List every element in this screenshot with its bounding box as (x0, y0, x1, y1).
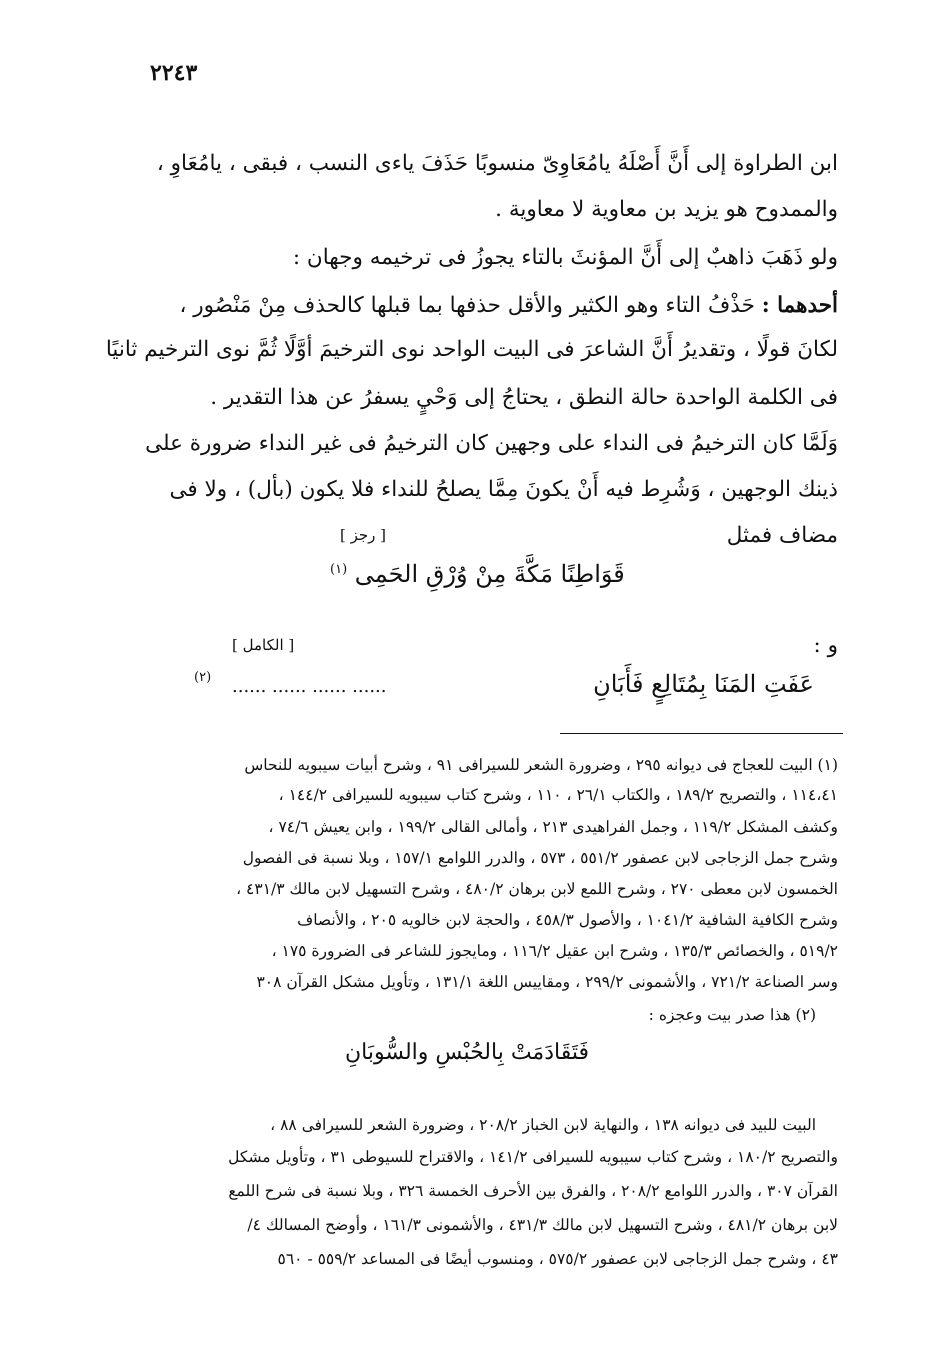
body-line-8: ذينك الوجهين ، وَشُرِط فيه أَنْ يكونَ مِمَّا يصلحُ للنداء فلا يكون (بأل) ، ولا فى (169, 477, 838, 502)
lead-word: أحدهما : (761, 293, 838, 318)
verse1-note: (١) (330, 562, 348, 577)
fn2-verse: فَتَقَادَمَتْ بِالحُبْسِ والسُّوبَانِ (345, 1040, 589, 1065)
verse2-prefix: و : (813, 633, 838, 658)
fn2-line-5: ٤٣ ، وشرح جمل الزجاجى لابن عصفور ٥٧٥/٢ ، ومنسوب أيضًا فى المساعد ٥٥٩/٢ - ٥٦٠ (277, 1250, 838, 1268)
body-line-2: والممدوح هو يزيد بن معاوية لا معاوية . (495, 197, 838, 222)
verse1-text (330, 560, 625, 588)
body-line-9: مضاف فمثل (726, 523, 838, 548)
fn2-line-4: لابن برهان ٤٨١/٢ ، وشرح التسهيل لابن مالك ٤٣١/٣ ، والأشمونى ١٦١/٣ ، وأوضح المسالك ٤/ (247, 1216, 838, 1234)
verse1-meter: [ رجز ] (340, 526, 387, 544)
body-line-7: وَلَمَّا كان الترخيمُ فى النداء على وجهين كان الترخيمُ فى غير النداء ضرورة على (145, 431, 838, 456)
footnote-separator (560, 733, 843, 734)
body-line-6: فى الكلمة الواحدة حالة النطق ، يحتاجُ إلى وَحْيٍ يسفرُ عن هذا التقدير . (210, 385, 838, 410)
verse1-line: قَوَاطِنًا مَكَّةَ مِنْ وُرْقِ الحَمِى (354, 560, 625, 588)
fn1-line-4: وشرح جمل الزجاجى لابن عصفور ٥٥١/٢ ، ٥٧٣ ، والدرر اللوامع ١٥٧/١ ، وبلا نسبة فى الفصول (242, 849, 838, 867)
body-line-1: ابن الطراوة إلى أَنَّ أَصْلَهُ يامُعَاوِىّ منسوبًا حَذَفَ ياءى النسب ، فبقى ، يامُعَاوِ ، (156, 151, 838, 176)
fn1-line-2: ١١٤،٤١ ، والتصريح ١٨٩/٢ ، والكتاب ٢٦/١ ، ١١٠ ، وشرح كتاب سيبويه للسيرافى ١٤٤/٢ ، (278, 786, 838, 804)
fn1-line-8: وسر الصناعة ٧٢١/٢ ، والأشمونى ٢٩٩/٢ ، ومقاييس اللغة ١٣١/١ ، وتأويل مشكل القرآن ٣٠٨ (256, 973, 838, 991)
fn1-line-7: ٥١٩/٢ ، والخصائص ١٣٥/٣ ، وشرح ابن عقيل ١١٦/٢ ، ومايجوز للشاعر فى الضرورة ١٧٥ ، (271, 942, 838, 960)
page-number: ٢٢٤٣ (150, 60, 198, 86)
fn2-intro: (٢) هذا صدر بيت وعجزه : (648, 1006, 816, 1024)
fn2-line-1: البيت للبيد فى ديوانه ١٣٨ ، والنهاية لابن الخباز ٢٠٨/٢ ، وضرورة الشعر للسيرافى ٨٨ ، (270, 1116, 816, 1134)
body-line-5: لكانَ قولًا ، وتقديرُ أَنَّ الشاعرَ فى البيت الواحد نوى الترخيمَ أوَّلًا ثُمَّ نوى الترخيم ثانيًا (105, 337, 838, 362)
verse2-text: عَفَتِ المَنَا بِمُتَالِعٍ فَأَبَانِ (593, 670, 814, 698)
body-line-4 (180, 288, 838, 324)
fn1-line-5: الخمسون لابن معطى ٢٧٠ ، وشرح اللمع لابن برهان ٤٨٠/٢ ، وشرح التسهيل لابن مالك ٤٣١/٣ ، (236, 880, 838, 898)
body-line-4-text: حَذْفُ التاء وهو الكثير والأقل حذفها بما قبلها كالحذف مِنْ مَنْصُور ، (179, 293, 755, 318)
fn2-line-3: القرآن ٣٠٧ ، والدرر اللوامع ٢٠٨/٢ ، والفرق بين الأحرف الخمسة ٣٢٦ ، وبلا نسبة فى شرح اللمع (228, 1182, 838, 1200)
fn1-line-1: (١) البيت للعجاج فى ديوانه ٢٩٥ ، وضرورة الشعر للسيرافى ٩١ ، وشرح أبيات سيبويه للنحاس (244, 756, 838, 774)
fn1-line-6: وشرح الكافية الشافية ١٠٤١/٢ ، والأصول ٤٥٨/٣ ، والحجة لابن خالويه ٢٠٥ ، والأنصاف (297, 911, 838, 929)
verse2-note: (٢) (194, 670, 212, 685)
body-line-3: ولو ذَهَبَ ذاهبٌ إلى أَنَّ المؤنثَ بالتاء يجوزُ فى ترخيمه وجهان : (292, 245, 838, 270)
verse2-meter: [ الكامل ] (232, 636, 295, 654)
fn1-line-3: وكشف المشكل ١١٩/٢ ، وجمل الفراهيدى ٢١٣ ، وأمالى القالى ١٩٩/٢ ، وابن يعيش ٧٤/٦ ، (268, 818, 838, 836)
fn2-line-2: والتصريح ١٨٠/٢ ، وشرح كتاب سيبويه للسيرافى ١٤١/٢ ، والاقتراح للسيوطى ٣١ ، وتأويل مشكل (228, 1148, 838, 1166)
verse2-dots: ...... ...... ...... ...... (232, 676, 387, 697)
